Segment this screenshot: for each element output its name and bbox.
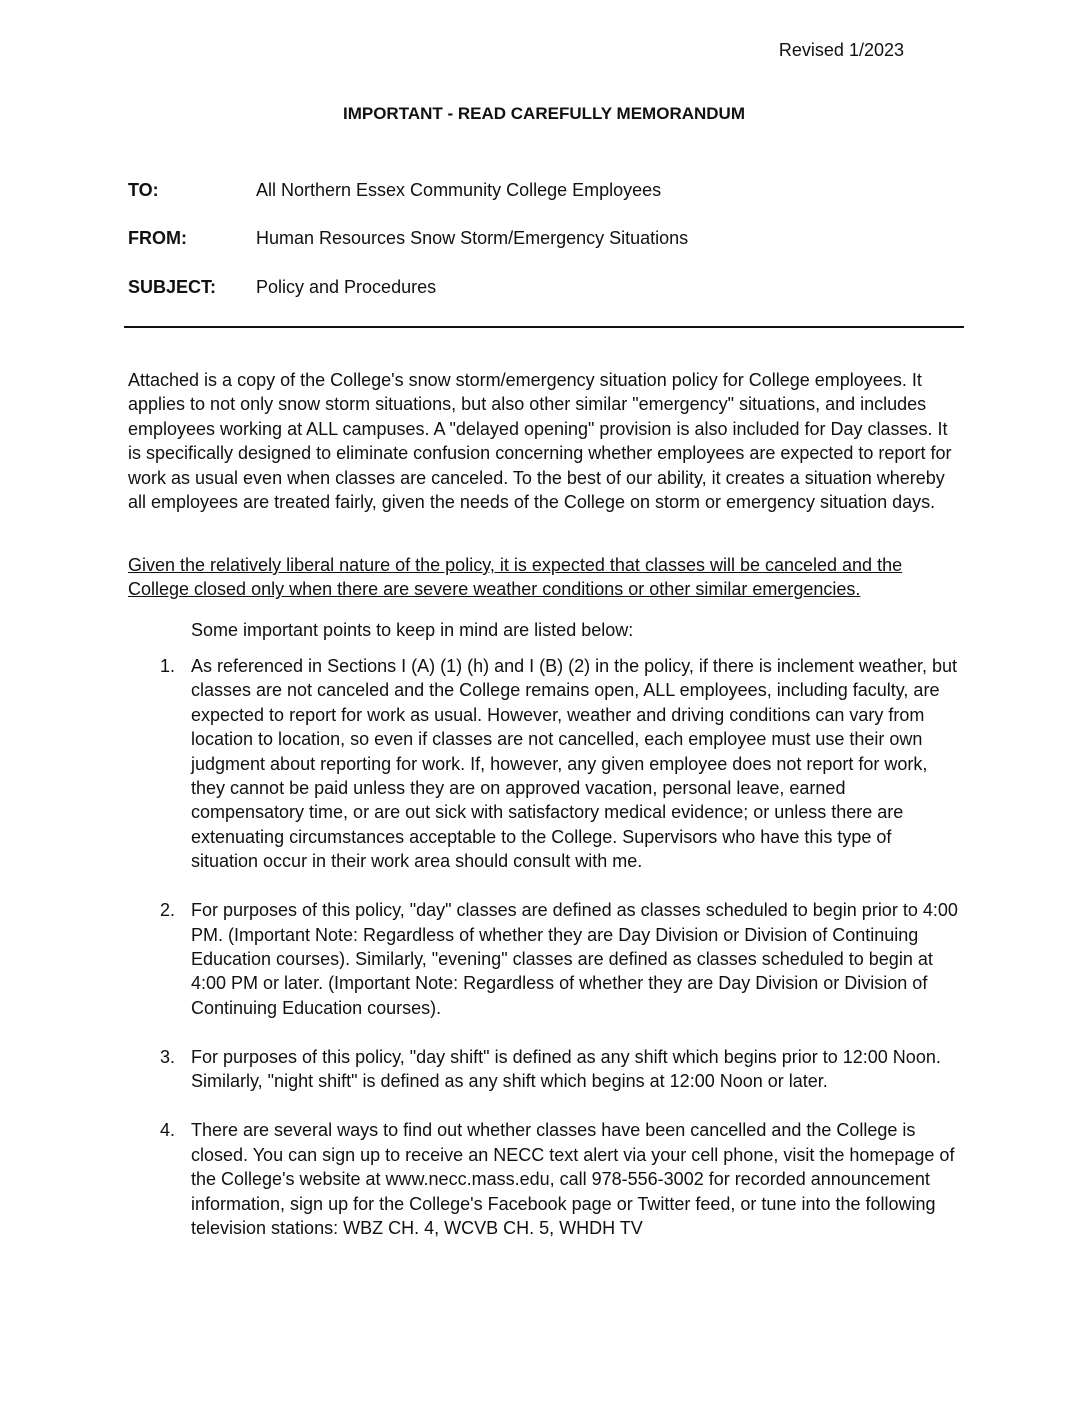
from-label: FROM: — [128, 228, 187, 248]
list-text: There are several ways to find out whether classes have been cancelled and the College is closed. You can sign up to receive an NECC text alert via your cell phone, visit the homepage of the College's website at www.necc.mass.edu, call 978-556-3002 for recorded announcement information, sign up for the College's Facebook page or Twitter feed, or tune into the following television stations: WBZ CH. 4, WCVB CH. 5, WHDH TV — [191, 1120, 955, 1238]
list-number: 2. — [160, 900, 176, 921]
from-row — [128, 228, 688, 249]
points-intro: Some important points to keep in mind are listed below: — [191, 620, 634, 640]
subject-row — [128, 277, 436, 298]
to-value: All Northern Essex Community College Employees — [256, 180, 662, 200]
subject-value: Policy and Procedures — [256, 277, 437, 297]
list-text: For purposes of this policy, "day shift" is defined as any shift which begins prior to 12:00 Noon. Similarly, "night shift" is defined as any shift which begins at 12:00 Noon or later. — [191, 1046, 941, 1092]
list-item — [160, 1045, 961, 1094]
points-list — [160, 654, 961, 1265]
intro-paragraph: Attached is a copy of the College's snow storm/emergency situation policy for College employees. It applies to not only snow storm situations, but also other similar "emergency" situations, and includes employees working at ALL campuses. A "delayed opening" provision is also included for Day classes. It is specifically designed to eliminate confusion concerning whether employees are expected to report for work as usual even when classes are canceled. To the best of our ability, it creates a situation whereby all employees are treated fairly, given the needs of the College on storm or emergency situation days. — [128, 370, 952, 513]
memo-title: IMPORTANT - READ CAREFULLY MEMORANDUM — [342, 104, 745, 123]
from-value: Human Resources Snow Storm/Emergency Situations — [256, 228, 689, 248]
list-item — [160, 898, 961, 1020]
list-item — [160, 654, 961, 874]
list-text: As referenced in Sections I (A) (1) (h) and I (B) (2) in the policy, if there is inclement weather, but classes are not canceled and the College remains open, ALL employees, including faculty, are expected to report for work as usual. However, weather and driving conditions can vary from location to location, so even if classes are not cancelled, each employee must use their own judgment about reporting for work. If, however, any given employee does not report for work, they cannot be paid unless they are on approved vacation, personal leave, earned compensatory time, or are out sick with satisfactory medical evidence; or unless there are extenuating circumstances acceptable to the College. Supervisors who have this type of situation occur in their work area should consult with me. — [191, 656, 957, 872]
header-divider — [124, 326, 964, 328]
subject-label: SUBJECT: — [128, 277, 217, 297]
underlined-paragraph: Given the relatively liberal nature of the policy, it is expected that classes will be canceled and the College closed only when there are severe weather conditions or other similar emergencies. — [128, 555, 903, 600]
list-number: 3. — [160, 1046, 176, 1067]
list-item — [160, 1118, 961, 1240]
to-row — [128, 180, 661, 201]
list-number: 1. — [160, 656, 176, 676]
revision-date: Revised 1/2023 — [778, 40, 904, 60]
to-label: TO: — [128, 180, 159, 200]
list-text: For purposes of this policy, "day" classes are defined as classes scheduled to begin prior to 4:00 PM. (Important Note: Regardless of whether they are Day Division or Division of Continuing Education courses). Similarly, "evening" classes are defined as classes scheduled to begin at 4:00 PM or later. (Important Note: Regardless of whether they are Day Division or Division of Continuing Education courses). — [191, 900, 958, 1018]
list-number: 4. — [160, 1120, 176, 1141]
